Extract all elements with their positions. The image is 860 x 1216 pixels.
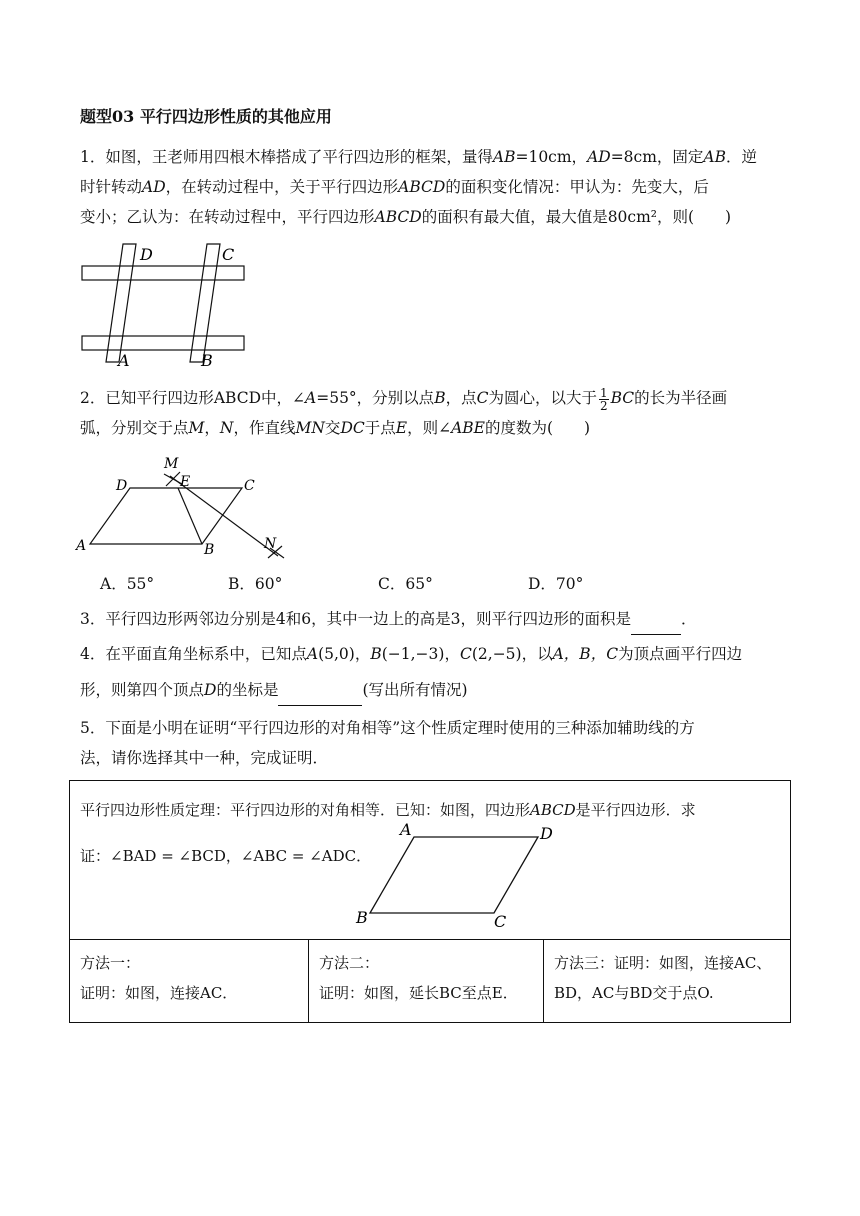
q5-figure: [350, 820, 553, 937]
q2-line-1: 2．已知平行四边形ABCD中，∠A=55°，分别以点B，点C为圆心，以大于 $\frac{1}{2}$ BC的长为半径画: [80, 385, 728, 413]
q1-label-d: D: [140, 245, 153, 264]
q2-line-2: 弧，分别交于点M，N，作直线MN交DC于点E，则∠ABE的度数为( ): [80, 419, 591, 437]
question-2: [80, 383, 780, 443]
q2-figure: [74, 452, 294, 570]
q1-line-3: 变小；乙认为：在转动过程中，平行四边形ABCD的面积有最大值，最大值是80cm²，则( ): [80, 208, 732, 226]
choice-b[interactable]: B．60°: [228, 575, 283, 593]
q3-answer-blank[interactable]: [631, 604, 681, 635]
question-3: 3．平行四边形两邻边分别是4和6，其中一边上的高是3，则平行四边形的面积是 ．: [80, 604, 780, 635]
q1-line-1: 1．如图，王老师用四根木棒搭成了平行四边形的框架，量得AB=10cm，AD=8cm，固定AB．逆: [80, 148, 758, 166]
q2-label-n: N: [264, 536, 277, 552]
fraction-one-half: $\frac{1}{2}$: [599, 385, 608, 413]
q2-label-e: E: [180, 474, 191, 490]
q2-label-b: B: [204, 542, 215, 558]
q1-figure: [76, 240, 256, 370]
q4-line-2: 形，则第四个顶点D的坐标是 (写出所有情况): [80, 675, 780, 706]
q4-line-1: 4．在平面直角坐标系中，已知点A(5,0)，B(−1,−3)，C(2,−5)，以A，B，C为顶点画平行四边: [80, 645, 743, 663]
choice-a[interactable]: A．55°: [100, 575, 155, 593]
theorem-cell: 平行四边形性质定理：平行四边形的对角相等．已知：如图，四边形ABCD是平行四边形．求 证：∠BAD = ∠BCD，∠ABC = ∠ADC． A D B C: [70, 781, 791, 940]
choice-d[interactable]: D．70°: [528, 575, 584, 593]
q5-label-b: B: [356, 908, 368, 927]
q2-label-d: D: [116, 478, 128, 494]
q2-label-a: A: [76, 538, 87, 554]
q2-label-m: M: [164, 456, 179, 472]
method-2-cell[interactable]: 方法二： 证明：如图，延长BC至点E．: [309, 940, 544, 1023]
method-1-cell[interactable]: 方法一： 证明：如图，连接AC．: [70, 940, 309, 1023]
choice-c[interactable]: C．65°: [378, 575, 433, 593]
q1-stick-top: [82, 266, 244, 280]
q5-label-d: D: [540, 824, 553, 843]
q1-label-a: A: [118, 351, 130, 370]
q2-parallelogram: [90, 488, 242, 544]
q5-parallelogram: [370, 837, 538, 913]
section-heading: 题型03 平行四边形性质的其他应用: [80, 107, 332, 126]
question-5: 5．下面是小明在证明“平行四边形的对角相等”这个性质定理时使用的三种添加辅助线的方 法，请你选择其中一种，完成证明．: [80, 719, 695, 767]
question-4: [80, 639, 780, 706]
method-3-cell[interactable]: 方法三：证明：如图，连接AC、 BD，AC与BD交于点O.: [544, 940, 791, 1023]
question-1: [80, 142, 780, 232]
q1-label-c: C: [222, 245, 235, 264]
q5-label-a: A: [400, 820, 412, 839]
q2-label-c: C: [244, 478, 255, 494]
q1-line-2: 时针转动AD，在转动过程中，关于平行四边形ABCD的面积变化情况：甲认为：先变大，后: [80, 178, 709, 196]
q5-proof-table: [69, 780, 791, 1023]
q4-answer-blank[interactable]: [278, 675, 362, 706]
q1-stick-bottom: [82, 336, 244, 350]
q5-label-c: C: [494, 912, 507, 931]
q1-label-b: B: [201, 351, 213, 370]
